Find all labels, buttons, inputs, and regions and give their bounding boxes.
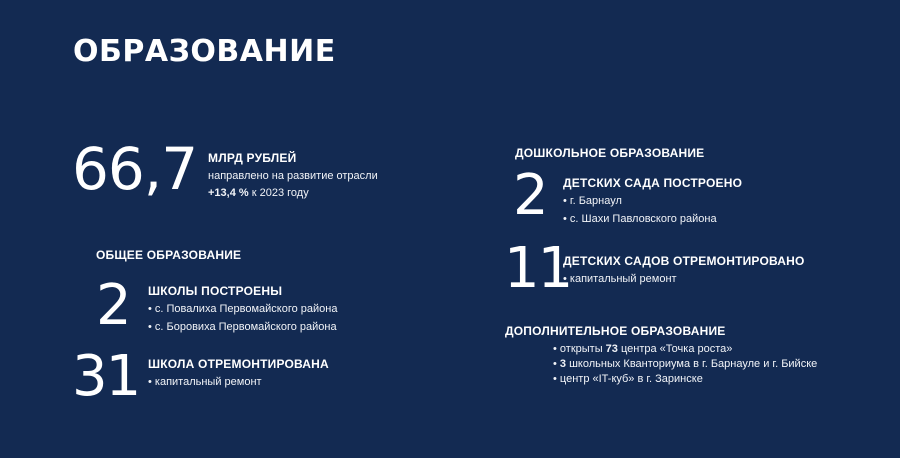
additional-item-text: • открыты [553, 343, 606, 355]
schools-built-item: • с. Повалиха Первомайского района [148, 303, 338, 315]
schools-built-item: • с. Боровиха Первомайского района [148, 321, 337, 333]
budget-growth-value: +13,4 % [208, 187, 249, 199]
kindergartens-built-item: • г. Барнаул [563, 195, 622, 207]
additional-item-text: • [553, 358, 560, 370]
schools-built-head: ШКОЛЫ ПОСТРОЕНЫ [148, 284, 283, 298]
kindergartens-built-item: • с. Шахи Павловского района [563, 213, 717, 225]
section-general: ОБЩЕЕ ОБРАЗОВАНИЕ [96, 248, 242, 262]
additional-item-number: 73 [605, 343, 618, 355]
budget-head: МЛРД РУБЛЕЙ [208, 151, 297, 165]
kindergartens-renovated-value: 11 [504, 236, 572, 301]
budget-value: 66,7 [72, 135, 198, 203]
schools-built-value: 2 [96, 273, 132, 338]
section-preschool: ДОШКОЛЬНОЕ ОБРАЗОВАНИЕ [515, 146, 705, 160]
kindergartens-built-value: 2 [513, 163, 549, 228]
budget-growth [208, 187, 309, 199]
schools-renovated-value: 31 [72, 344, 140, 409]
budget-line: направлено на развитие отрасли [208, 170, 378, 182]
additional-item-text: школьных Кванториума в г. Барнауле и г. Бийске [566, 358, 818, 370]
additional-item-number: 3 [559, 358, 567, 370]
additional-item [553, 343, 732, 355]
additional-item [553, 358, 817, 370]
schools-renovated-head: ШКОЛА ОТРЕМОНТИРОВАНА [148, 357, 329, 371]
kindergartens-renovated-item: • капитальный ремонт [563, 273, 677, 285]
budget-growth-text: к 2023 году [248, 187, 309, 199]
additional-item: • центр «IT-куб» в г. Заринске [553, 373, 703, 385]
kindergartens-renovated-head: ДЕТСКИХ САДОВ ОТРЕМОНТИРОВАНО [563, 254, 805, 268]
page-title: ОБРАЗОВАНИЕ [73, 34, 336, 69]
section-additional: ДОПОЛНИТЕЛЬНОЕ ОБРАЗОВАНИЕ [505, 324, 726, 338]
schools-renovated-item: • капитальный ремонт [148, 376, 262, 388]
kindergartens-built-head: ДЕТСКИХ САДА ПОСТРОЕНО [563, 176, 743, 190]
additional-item-text: центра «Точка роста» [617, 343, 733, 355]
